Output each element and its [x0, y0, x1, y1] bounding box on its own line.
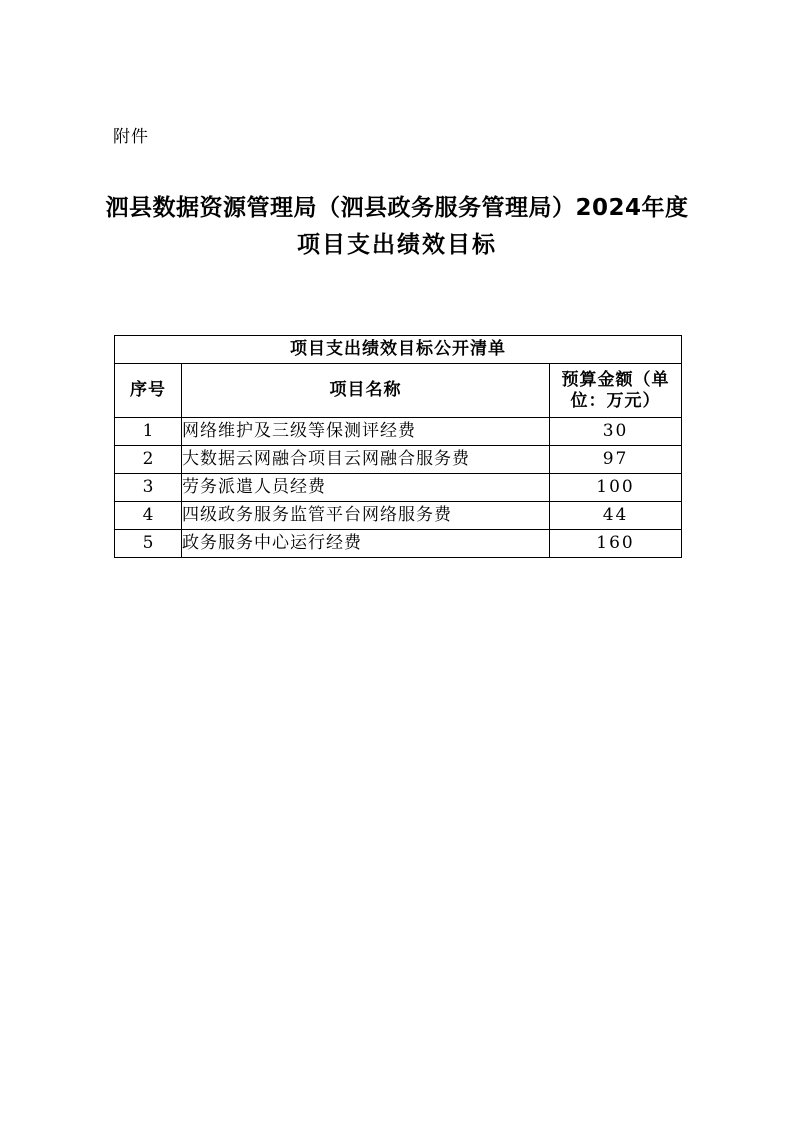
performance-target-table [114, 335, 682, 558]
document-title-line2: 项目支出绩效目标 [297, 232, 497, 258]
document-title-line1: 泗县数据资源管理局（泗县政务服务管理局）2024年度 [105, 195, 689, 221]
table-header-row [115, 364, 682, 418]
header-project-name: 项目名称 [182, 364, 550, 418]
header-no: 序号 [115, 364, 182, 418]
row-no: 4 [115, 502, 182, 530]
row-project-name: 劳务派遣人员经费 [182, 474, 550, 502]
attachment-label: 附件 [113, 127, 149, 147]
table-row [115, 446, 682, 474]
row-no: 5 [115, 530, 182, 558]
row-project-name: 四级政务服务监管平台网络服务费 [182, 502, 550, 530]
row-amount: 100 [550, 474, 682, 502]
row-no: 1 [115, 418, 182, 446]
row-amount: 160 [550, 530, 682, 558]
table-row [115, 502, 682, 530]
row-amount: 44 [550, 502, 682, 530]
row-project-name: 大数据云网融合项目云网融合服务费 [182, 446, 550, 474]
table-row [115, 418, 682, 446]
table-row [115, 530, 682, 558]
row-amount: 30 [550, 418, 682, 446]
row-no: 3 [115, 474, 182, 502]
row-amount: 97 [550, 446, 682, 474]
row-no: 2 [115, 446, 182, 474]
row-project-name: 政务服务中心运行经费 [182, 530, 550, 558]
table-caption-row [115, 336, 682, 364]
row-project-name: 网络维护及三级等保测评经费 [182, 418, 550, 446]
table-caption: 项目支出绩效目标公开清单 [115, 336, 682, 364]
header-budget: 预算金额（单位：万元） [550, 364, 682, 418]
table-row [115, 474, 682, 502]
